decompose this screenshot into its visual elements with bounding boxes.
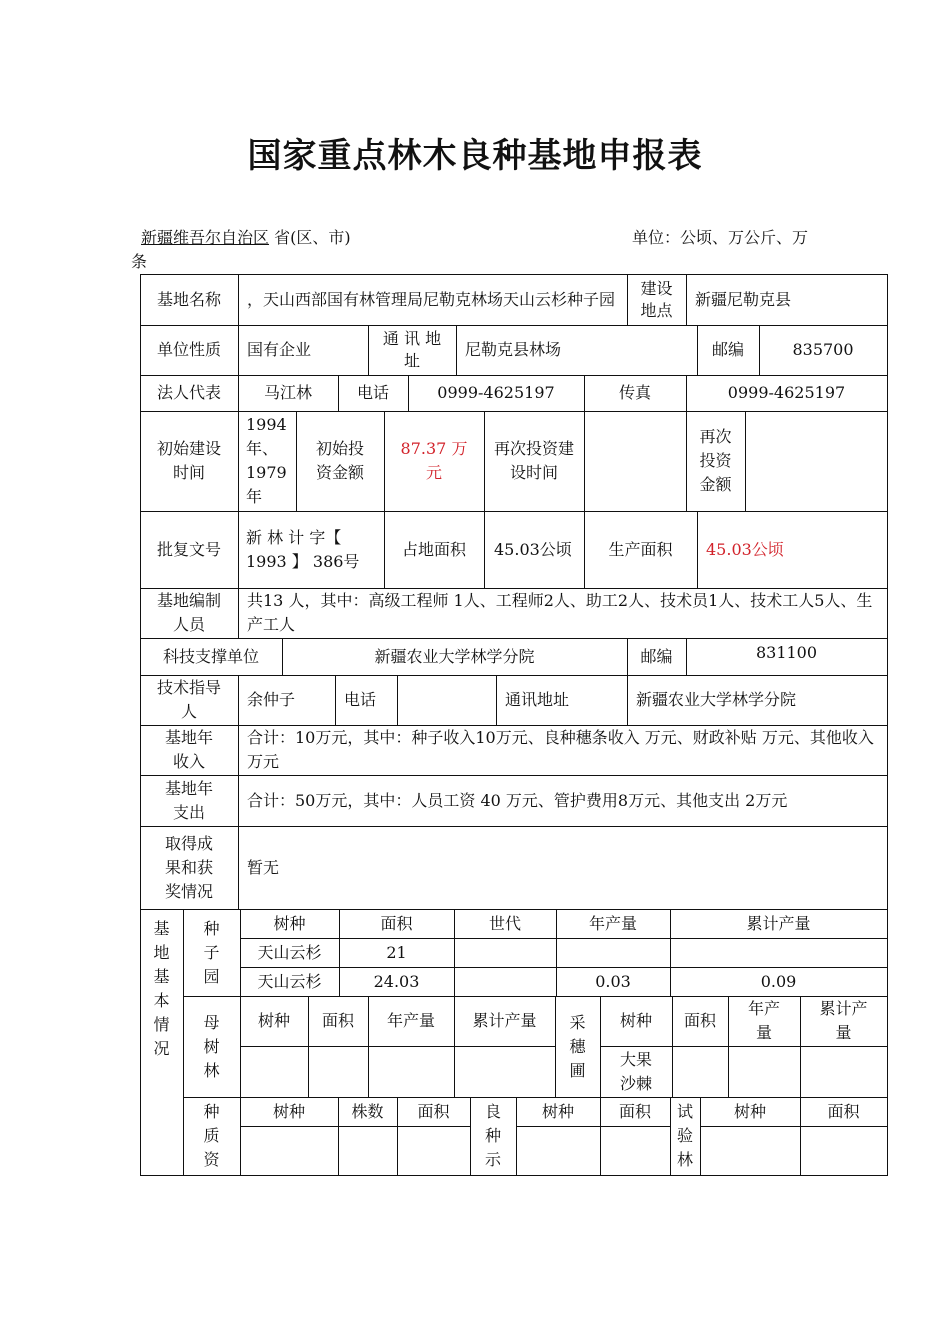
seed-row2-cumulative: 0.09 — [760, 971, 797, 991]
annual-income-value: 合计：10万元，其中：种子收入10万元、良种穗条收入 万元、财政补贴 万元、其他收入 万元 — [247, 728, 874, 771]
scion-header-annual: 年产量 — [747, 999, 780, 1042]
legal-rep-value: 马江林 — [263, 383, 312, 402]
basic-situation-label: 基地基本情况 — [153, 919, 170, 1058]
trial-header-species: 树种 — [733, 1101, 766, 1121]
land-area-label: 占地面积 — [401, 539, 466, 559]
unit-nature-label: 单位性质 — [156, 340, 221, 359]
region-name: 新疆维吾尔自治区 — [141, 228, 270, 247]
reinvest-time-value — [584, 411, 686, 511]
initial-investment-value: 87.37 万元 — [400, 439, 468, 482]
tech-support-value: 新疆农业大学林学分院 — [374, 646, 535, 666]
seed-header-cumulative: 累计产量 — [746, 913, 811, 933]
scion-header-species: 树种 — [619, 1011, 652, 1030]
reinvest-amount-label: 再次投资金额 — [699, 427, 732, 494]
seed-row2-generation — [454, 967, 556, 996]
tech-guide-label: 技术指导人 — [156, 678, 221, 721]
phone-value: 0999-4625197 — [437, 383, 555, 402]
annual-income-label: 基地年收入 — [164, 728, 213, 771]
staff-value: 共13 人，其中：高级工程师 1人、工程师2人、助工2人、技术员1人、技术工人5人、生产工人 — [247, 591, 873, 634]
production-area-label: 生产面积 — [608, 539, 673, 559]
mother-header-cumulative: 累计产量 — [472, 1011, 537, 1030]
annual-expense-label: 基地年支出 — [164, 778, 213, 822]
phone-label: 电话 — [356, 383, 389, 402]
form-title: 国家重点林木良种基地申报表 — [247, 136, 703, 176]
fax-label: 传真 — [618, 383, 651, 402]
seed-row1-generation — [454, 938, 556, 967]
seed-header-area: 面积 — [380, 913, 413, 933]
region-suffix: 省(区、市) — [274, 228, 351, 247]
postcode-value: 835700 — [792, 340, 854, 359]
seed-header-species: 树种 — [273, 913, 306, 933]
tech-support-label: 科技支撑单位 — [162, 646, 259, 666]
scion-row-species: 大果沙棘 — [619, 1049, 652, 1093]
germplasm-header-species: 树种 — [272, 1101, 305, 1121]
achievements-label: 取得成果和获奖情况 — [164, 833, 213, 901]
base-name-label: 基地名称 — [156, 289, 221, 309]
scion-header-area: 面积 — [683, 1011, 716, 1030]
seed-header-annual: 年产量 — [588, 913, 637, 933]
guide-address-value: 新疆农业大学林学分院 — [636, 690, 797, 709]
location-label: 建设地点 — [640, 278, 673, 320]
seed-orchard-label: 种子园 — [203, 918, 220, 986]
reinvest-time-label: 再次投资建设时间 — [494, 439, 575, 482]
unit-nature-value: 国有企业 — [247, 340, 312, 359]
demo-label: 良种示 — [484, 1102, 501, 1169]
demo-header-species: 树种 — [541, 1101, 574, 1121]
scion-garden-label: 采穗圃 — [569, 1012, 586, 1080]
initial-build-time-label: 初始建设时间 — [156, 439, 221, 482]
germplasm-header-count: 株数 — [351, 1101, 384, 1121]
seed-row1-cumulative — [670, 938, 887, 967]
seed-header-generation: 世代 — [488, 913, 521, 933]
seed-row1-area: 21 — [386, 942, 407, 962]
staff-label: 基地编制人员 — [156, 591, 221, 634]
support-postcode-label: 邮编 — [640, 646, 673, 666]
germplasm-label: 种质资 — [203, 1102, 220, 1169]
seed-row1-species: 天山云杉 — [257, 942, 322, 962]
postcode-label: 邮编 — [711, 340, 744, 359]
base-name-value: ，天山西部国有林管理局尼勒克林场天山云杉种子园 — [247, 289, 616, 309]
legal-rep-label: 法人代表 — [156, 383, 221, 402]
units-note-wrap: 条 — [131, 252, 148, 271]
guide-address-label: 通讯地址 — [505, 690, 570, 709]
seed-row2-area: 24.03 — [373, 971, 420, 991]
land-area-value: 45.03公顷 — [494, 539, 572, 559]
seed-row1-annual — [556, 938, 670, 967]
initial-build-time-value: 1994年、1979年 — [246, 415, 287, 506]
mother-header-annual: 年产量 — [386, 1011, 435, 1030]
support-postcode-value: 831100 — [755, 643, 818, 662]
achievements-value: 暂无 — [247, 857, 280, 877]
guide-phone-value — [397, 675, 496, 725]
reinvest-amount-value — [745, 411, 887, 511]
units-note: 单位：公顷、万公斤、万 — [632, 228, 809, 247]
trial-forest-label: 试验林 — [676, 1102, 693, 1169]
annual-expense-value: 合计：50万元，其中：人员工资 40 万元、管护费用8万元、其他支出 2万元 — [247, 790, 788, 810]
guide-phone-label: 电话 — [344, 690, 377, 709]
fax-value: 0999-4625197 — [727, 383, 846, 402]
address-value: 尼勒克县林场 — [465, 340, 562, 359]
initial-investment-label: 初始投资金额 — [315, 439, 364, 482]
germplasm-header-area: 面积 — [417, 1101, 450, 1121]
mother-header-area: 面积 — [321, 1011, 354, 1030]
trial-header-area: 面积 — [827, 1101, 860, 1121]
seed-row2-annual: 0.03 — [595, 971, 631, 991]
seed-row2-species: 天山云杉 — [257, 971, 322, 991]
approval-number-value: 新 林 计 字【 1993 】 386号 — [246, 527, 360, 571]
scion-header-cumulative: 累计产量 — [819, 999, 868, 1042]
approval-number-label: 批复文号 — [156, 539, 221, 559]
mother-header-species: 树种 — [257, 1011, 290, 1030]
demo-header-area: 面积 — [618, 1101, 651, 1121]
production-area-value: 45.03公顷 — [706, 539, 784, 559]
tech-guide-value: 余仲子 — [247, 690, 296, 709]
address-label: 通 讯 地 址 — [382, 329, 442, 370]
location-value: 新疆尼勒克县 — [695, 289, 792, 309]
mother-forest-label: 母树林 — [203, 1012, 220, 1080]
